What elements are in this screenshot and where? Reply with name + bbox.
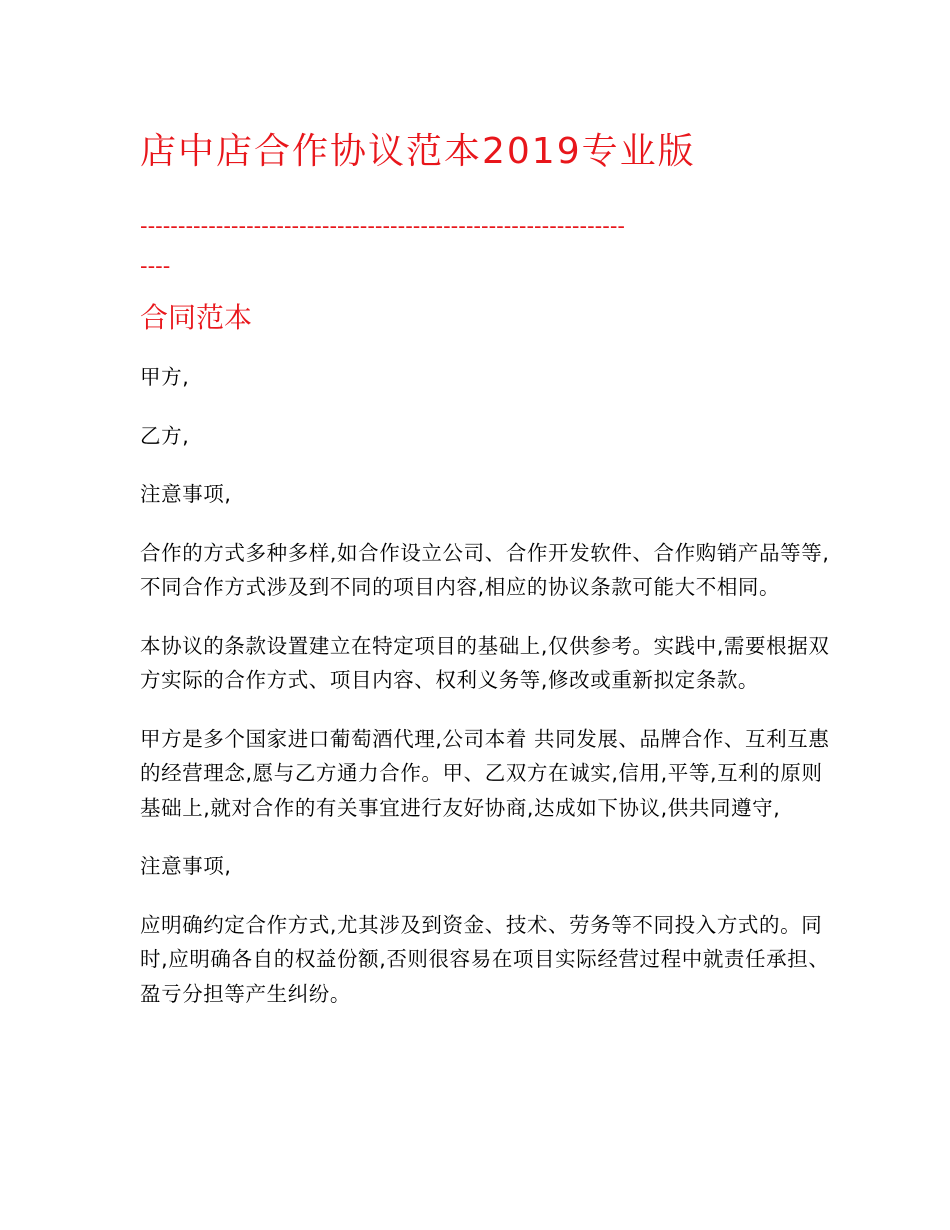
document-body bbox=[140, 360, 830, 1035]
party-a-line: 甲方, bbox=[140, 365, 190, 389]
separator-line: ---------------------------------------------------------------- bbox=[140, 214, 625, 238]
paragraph: 甲方是多个国家进口葡萄酒代理,公司本着 共同发展、品牌合作、互利互惠 的经营理念,愿与乙方通力合作。甲、乙双方在诚实,信用,平等,互利的原则基础上,就对合作的有关事宜进行友好协商,达成如下协议,供共同遵守, bbox=[140, 726, 830, 820]
section-heading: 合同范本 bbox=[140, 301, 253, 334]
notice-label: 注意事项, bbox=[140, 854, 232, 878]
paragraph: 应明确约定合作方式,尤其涉及到资金、技术、劳务等不同投入方式的。同时,应明确各自的权益份额,否则很容易在项目实际经营过程中就责任承担、盈亏分担等产生纠纷。 bbox=[140, 912, 830, 1006]
party-b-line: 乙方, bbox=[140, 423, 190, 448]
separator-line-tail: ---- bbox=[140, 254, 171, 278]
notice-label: 注意事项, bbox=[140, 482, 232, 506]
paragraph: 合作的方式多种多样,如合作设立公司、合作开发软件、合作购销产品等等,不同合作方式涉及到不同的项目内容,相应的协议条款可能大不相同。 bbox=[140, 540, 830, 599]
paragraph: 本协议的条款设置建立在特定项目的基础上,仅供参考。实践中,需要根据双方实际的合作方式、项目内容、权利义务等,修改或重新拟定条款。 bbox=[140, 633, 830, 692]
document-title: 店中店合作协议范本2019专业版 bbox=[140, 131, 696, 172]
